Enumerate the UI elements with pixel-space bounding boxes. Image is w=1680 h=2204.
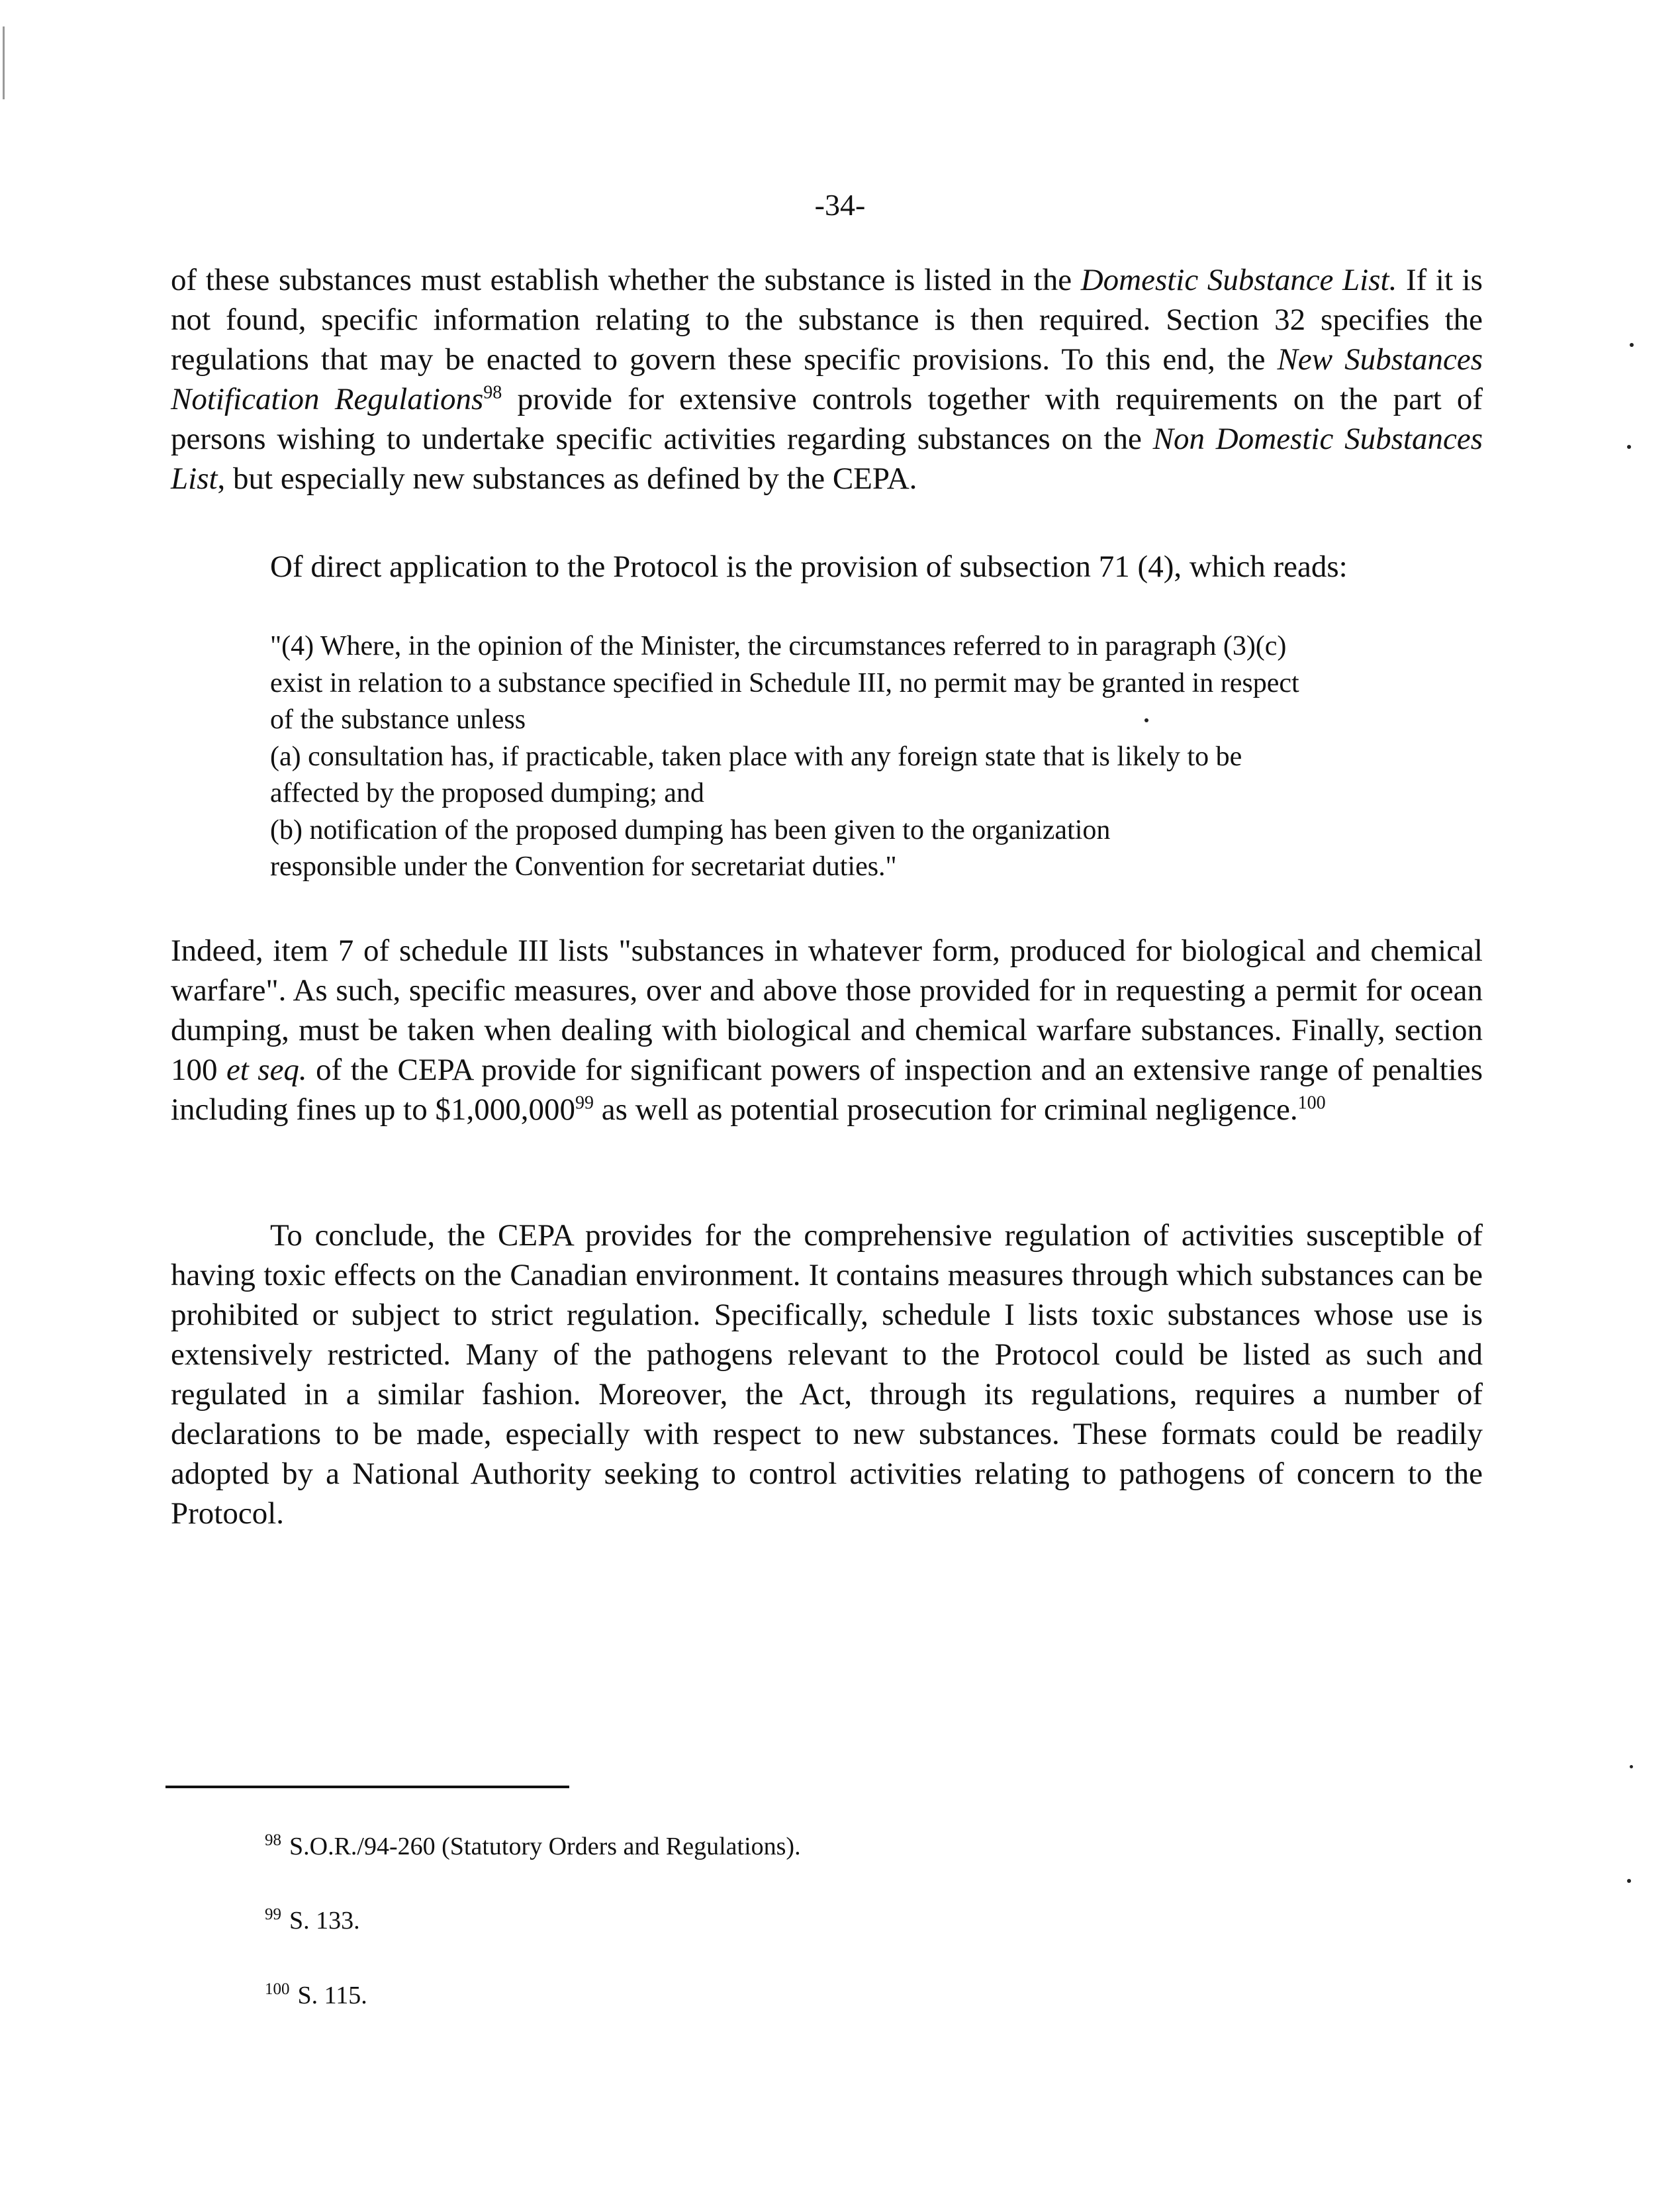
- paragraph-schedule-iii: [171, 931, 1483, 1129]
- quote-line: affected by the proposed dumping; and: [270, 778, 704, 808]
- footnote-ref-98: 98: [483, 382, 502, 403]
- quote-line: (b) notification of the proposed dumping has been given to the organization: [270, 814, 1111, 845]
- footnote-text: S. 115.: [297, 1982, 367, 2009]
- footnote-ref-99: 99: [575, 1092, 594, 1114]
- footnote-ref-100: 100: [1297, 1092, 1326, 1114]
- para1-non-domestic-list: Non Domestic Substances List: [171, 422, 1483, 496]
- footnote-number: 98: [265, 1831, 281, 1850]
- quote-line: responsible under the Convention for secretariat duties.": [270, 851, 897, 882]
- footnote-99: [265, 1905, 360, 1936]
- quote-line: exist in relation to a substance specified in Schedule III, no permit may be granted in respect: [270, 667, 1299, 698]
- para1-text-3: provide for extensive controls together with requirements on the part of persons wishing to undertake specific activities regarding substances on the: [171, 382, 1483, 456]
- para3-text-3: as well as potential prosecution for criminal negligence.: [593, 1092, 1298, 1127]
- footnote-number: 99: [265, 1905, 281, 1924]
- paragraph-cepa-substances: [171, 260, 1483, 499]
- footnote-98: [265, 1831, 801, 1862]
- footnote-text: S.O.R./94-260 (Statutory Orders and Regulations).: [289, 1833, 801, 1860]
- block-quote-subsection-71-4: [270, 628, 1395, 886]
- paragraph-subsection-71: Of direct application to the Protocol is the provision of subsection 71 (4), which reads:: [270, 550, 1348, 584]
- paragraph-conclusion: To conclude, the CEPA provides for the comprehensive regulation of activities susceptible of having toxic effects on the Canadian environment. It contains measures through which substances can be prohibited or subject to strict regulation. Specifically, schedule I lists toxic substances whose use is extensively restricted. Many of the pathogens relevant to the Protocol could be listed as such and regulated in a similar fashion. Moreover, the Act, through its regulations, requires a number of declarations to be made, especially with respect to new substances. These formats could be readily adopted by a National Authority seeking to control activities relating to pathogens of concern to the Protocol.: [171, 1218, 1483, 1531]
- para1-text-1: of these substances must establish whether the substance is listed in the: [171, 263, 1081, 297]
- para1-text-2: If it is not found, specific information relating to the substance is then required. Section 32 specifies the regulations that may be enacted to govern these specific provisions. To this end, the: [171, 263, 1483, 377]
- para3-et-seq: et seq.: [226, 1053, 307, 1087]
- scan-edge-mark: [3, 26, 5, 99]
- page-number: -34-: [814, 188, 866, 222]
- scan-speck: [1627, 445, 1631, 449]
- footnote-separator: [165, 1786, 569, 1788]
- quote-line: of the substance unless: [270, 704, 526, 735]
- para3-text-2: of the CEPA provide for significant powers of inspection and an extensive range of penalties including fines up to $1,000,000: [171, 1053, 1483, 1127]
- footnote-100: [265, 1980, 367, 2011]
- scan-speck: [1144, 718, 1148, 722]
- para3-text-1: Indeed, item 7 of schedule III lists "substances in whatever form, produced for biological and chemical warfare". As such, specific measures, over and above those provided for in requesting a permit for ocean dumping, must be taken when dealing with biological and chemical warfare substances. Finally, section 100: [171, 934, 1483, 1087]
- quote-line: "(4) Where, in the opinion of the Minister, the circumstances referred to in paragraph (3)(c): [270, 631, 1287, 661]
- footnote-number: 100: [265, 1980, 290, 1999]
- scan-speck: [1630, 1765, 1633, 1768]
- scan-speck: [1627, 1879, 1631, 1883]
- scan-speck: [1630, 343, 1634, 347]
- para1-new-substances-regulations: New Substances Notification Regulations: [171, 342, 1483, 416]
- footnote-text: S. 133.: [289, 1907, 360, 1935]
- para1-text-4: , but especially new substances as defined by the CEPA.: [217, 461, 917, 496]
- quote-line: (a) consultation has, if practicable, taken place with any foreign state that is likely to be: [270, 741, 1242, 772]
- para1-domestic-substance-list: Domestic Substance List.: [1080, 263, 1397, 297]
